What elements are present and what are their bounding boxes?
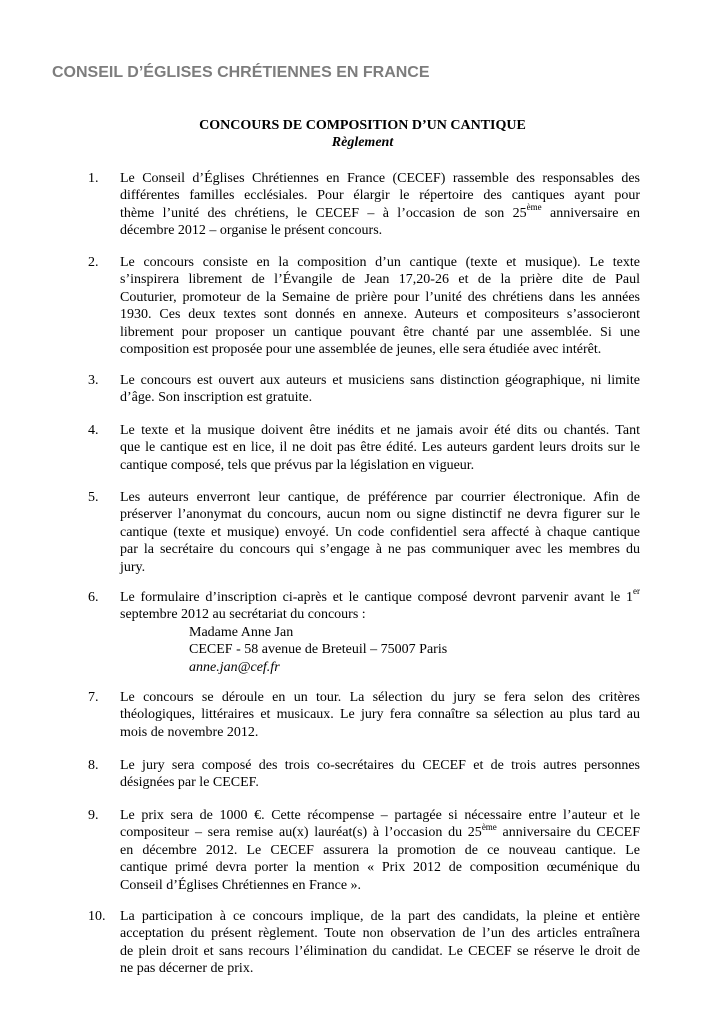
text-line: s’inspirera librement de l’Évangile de Jean 17,20-26 et de la prière dite de Paul <box>120 272 640 288</box>
text-line: cantique primé devra porter la mention « Prix 2012 de composition œcuménique du <box>120 860 640 876</box>
text-line: Le concours consiste en la composition d’un cantique (texte et musique). Le texte <box>120 255 640 270</box>
text-line: ne pas décerner de prix. <box>120 961 254 977</box>
text-line: Les auteurs enverront leur cantique, de préférence par courrier électronique. Afin de <box>120 490 640 505</box>
text-line: composition est proposée pour une assemblée de jeunes, elle sera étudiée avec intérêt. <box>120 342 602 358</box>
text-line <box>120 586 640 606</box>
article-text <box>120 489 640 576</box>
text-line: en décembre 2012. Le CECEF assurera la promotion de ce nouveau cantique. Le <box>120 842 640 858</box>
text-line: acceptation du présent règlement. Toute non observation de l’un des articles entraînera <box>120 926 640 942</box>
text-line: La participation à ce concours implique, de la part des candidats, la pleine et entière <box>120 909 640 924</box>
text-line: théologiques, littéraires et musicaux. Le jury fera connaître sa sélection au plus tard au <box>120 707 640 723</box>
article-text <box>120 422 640 474</box>
address-line: Madame Anne Jan <box>189 624 294 640</box>
text-line <box>120 821 640 841</box>
article-number: 4. <box>88 423 99 438</box>
text-line: Le concours est ouvert aux auteurs et musiciens sans distinction géographique, ni limite <box>120 373 640 388</box>
document-subtitle: Règlement <box>331 135 394 150</box>
article-text <box>120 757 640 792</box>
article-text <box>120 254 640 358</box>
text-line: d’âge. Son inscription est gratuite. <box>120 390 313 406</box>
article-text <box>120 908 640 978</box>
text-line: par la secrétaire du concours qui s’engage à ne pas communiquer avec les membres du <box>120 542 640 558</box>
text-line <box>120 202 640 222</box>
article-text <box>120 689 640 741</box>
organization-heading: CONSEIL D’ÉGLISES CHRÉTIENNES EN FRANCE <box>52 64 430 81</box>
article-text <box>120 586 640 676</box>
text-line: Le texte et la musique doivent être inédits et ne jamais avoir été dits ou chantés. Tant <box>120 423 640 438</box>
text-line: Couturier, promoteur de la Semaine de prière pour l’unité des chrétiens dans les années <box>120 289 640 305</box>
text-segment: anniversaire du CECEF <box>496 825 640 841</box>
text-line: de plein droit et sans recours l’élimination du candidat. Le CECEF se réserve le droit de <box>120 943 640 959</box>
address-line: CECEF - 58 avenue de Breteuil – 75007 Paris <box>189 642 448 658</box>
text-segment: compositeur – sera remise au(x) lauréat(s) à l’occasion du 25 <box>120 825 482 841</box>
text-line: cantique (texte et musique) envoyé. Un code confidentiel sera affecté à chaque cantique <box>120 524 640 540</box>
text-line: décembre 2012 – organise le présent concours. <box>120 223 383 239</box>
text-segment: thème l’unité des chrétiens, le CECEF – à l’occasion de son 25 <box>120 205 527 221</box>
article-number: 3. <box>88 373 99 388</box>
article-number: 7. <box>88 690 99 705</box>
text-segment: anniversaire en <box>541 205 640 221</box>
article-number: 9. <box>88 808 99 823</box>
text-segment: Le formulaire d’inscription ci-après et le cantique composé devront parvenir avant le 1 <box>120 590 633 605</box>
superscript: ème <box>481 821 497 832</box>
text-line: désignées par le CECEF. <box>120 775 259 791</box>
superscript: er <box>633 586 640 597</box>
text-line: différentes familles ecclésiales. Pour élargir le répertoire des cantiques ayant pour <box>120 188 640 204</box>
article-number: 6. <box>88 590 99 605</box>
text-line: Le jury sera composé des trois co-secrétaires du CECEF et de trois autres personnes <box>120 758 640 773</box>
article-number: 1. <box>88 171 99 186</box>
article-number: 5. <box>88 490 99 505</box>
text-line: librement pour proposer un cantique pouvant être chanté par une assemblée. Si une <box>120 324 640 340</box>
superscript: ème <box>526 202 542 213</box>
text-line: Le concours se déroule en un tour. La sélection du jury se fera selon des critères <box>120 690 640 705</box>
article-text <box>120 807 640 894</box>
article-number: 8. <box>88 758 99 773</box>
text-line: mois de novembre 2012. <box>120 724 259 740</box>
article-number: 10. <box>88 909 106 924</box>
text-line: septembre 2012 au secrétariat du concours : <box>120 607 366 623</box>
text-line: Le prix sera de 1000 €. Cette récompense – partagée si nécessaire entre l’auteur et le <box>120 808 640 823</box>
text-line: que le cantique est en lice, il ne doit pas être édité. Les auteurs gardent leurs droits sur le <box>120 440 640 456</box>
text-line: préserver l’anonymat du concours, aucun nom ou signe distinctif ne devra figurer sur le <box>120 507 640 523</box>
document-title: CONCOURS DE COMPOSITION D’UN CANTIQUE <box>199 118 526 133</box>
article-number: 2. <box>88 255 99 270</box>
contact-email[interactable]: anne.jan@cef.fr <box>189 659 280 675</box>
text-line: 1930. Ces deux textes sont donnés en annexe. Auteurs et compositeurs s’associeront <box>120 307 640 323</box>
article-text <box>120 372 640 407</box>
text-line: Le Conseil d’Églises Chrétiennes en France (CECEF) rassemble des responsables des <box>120 171 640 186</box>
article-text <box>120 170 640 240</box>
text-line: cantique composé, tels que prévus par la législation en vigueur. <box>120 457 475 473</box>
text-line: jury. <box>120 559 146 575</box>
text-line: Conseil d’Églises Chrétiennes en France ». <box>120 877 362 893</box>
